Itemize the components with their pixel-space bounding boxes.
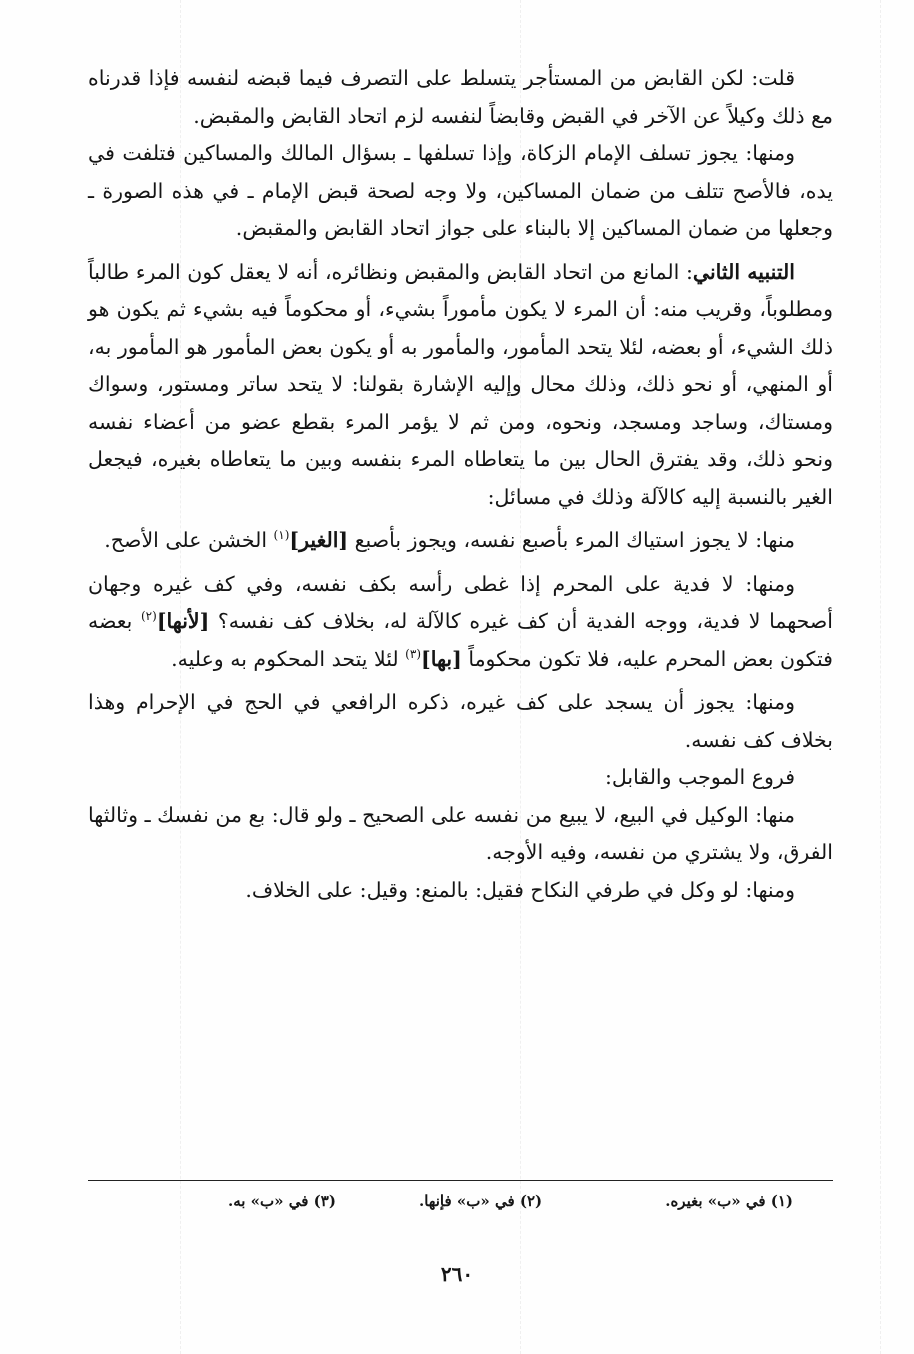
paragraph-p4 xyxy=(88,522,833,560)
footnotes xyxy=(88,1190,833,1212)
paragraph-p6 xyxy=(88,684,833,759)
footnote-marker: (١) xyxy=(273,528,290,543)
footnote-marker: (٢) xyxy=(140,609,157,624)
text-span: فروع الموجب والقابل: xyxy=(604,765,795,789)
text-span: ومنها: يجوز تسلف الإمام الزكاة، وإذا تسلفها ـ بسؤال المالك والمساكين فتلفت في يده، فالأصح تتلف من ضمان المساكين، ولا وجه لصحة قبض الإمام ـ في هذه الصورة ـ وجعلها من ضمان المساكين إلا بالبناء على جواز اتحاد القابض والمقبض. xyxy=(88,141,833,240)
text-span: منها: الوكيل في البيع، لا يبيع من نفسه على الصحيح ـ ولو قال: بع من نفسك ـ وثالثها الفرق، ولا يشتري من نفسه، وفيه الأوجه. xyxy=(88,802,833,864)
text-span: قلت: لكن القابض من المستأجر يتسلط على التصرف فيما قبضه لنفسه فإذا قدرناه مع ذلك وكيلاً عن الآخر في القبض وقابضاً لنفسه لزم اتحاد القابض والمقبض. xyxy=(88,66,833,128)
footnote-3: (٣) في «ب» به. xyxy=(228,1192,336,1210)
text-span: ومنها: يجوز أن يسجد على كف غيره، ذكره الرافعي في الحج في الإحرام وهذا بخلاف كف نفسه. xyxy=(88,690,833,752)
footnote-marker: (٣) xyxy=(405,646,421,661)
text-span: لئلا يتحد المحكوم به وعليه. xyxy=(171,646,406,671)
text-span: بعضه فتكون بعض المحرم عليه، فلا تكون محكوماً xyxy=(88,609,833,671)
text-span: : المانع من اتحاد القابض والمقبض ونظائره، أنه لا يعقل كون المرء طالباً ومطلوباً، وقريب منه: أن المرء لا يكون مأموراً بشيء، أو محكوماً فيه بشيء ثم يكون هو ذلك الشيء، أو بعضه، لئلا يتحد المأمور، والمأمور به أو يكون بعض المأمور هو المأمور به، أو المنهي، أو نحو ذلك، وذلك محال وإليه الإشارة بقولنا: لا يتحد ساتر ومستور، وسواك ومستاك، وساجد ومسجد، ونحوه، ومن ثم لا يؤمر المرء بقطع عضو من أعضاء نفسه ونحو ذلك، وقد يفترق الحال بين ما يتعاطاه المرء بنفسه وبين ما يتعاطاه بغيره، فيجعل الغير بالنسبة إليه كالآلة وذلك في مسائل: xyxy=(88,259,833,509)
page-body xyxy=(88,60,833,909)
paragraph-p9 xyxy=(88,872,833,910)
paragraph-p7 xyxy=(88,759,833,797)
footnote-2: (٢) في «ب» فإنها. xyxy=(419,1192,543,1210)
text-span: منها: لا يجوز استياك المرء بأصبع نفسه، ويجوز بأصبع xyxy=(348,528,795,552)
footnote-separator xyxy=(88,1180,833,1181)
paragraph-p2 xyxy=(88,135,833,248)
footnote-separator-inner xyxy=(473,1180,833,1181)
bold-span: [لأنها] xyxy=(156,609,210,633)
scan-line xyxy=(880,0,881,1354)
bold-span: [الغير] xyxy=(289,528,349,552)
paragraph-p8 xyxy=(88,797,833,872)
page-number: ٢٦٠ xyxy=(440,1262,474,1286)
paragraph-p1 xyxy=(88,60,833,135)
paragraph-p5 xyxy=(88,566,833,679)
bold-span: التنبيه الثاني xyxy=(692,259,795,284)
text-span: ومنها: لو وكل في طرفي النكاح فقيل: بالمنع: وقيل: على الخلاف. xyxy=(245,877,795,902)
paragraph-p3 xyxy=(88,254,833,517)
text-span: الخشن على الأصح. xyxy=(104,528,274,552)
footnote-1: (١) في «ب» بغيره. xyxy=(665,1192,793,1210)
bold-span: [بها] xyxy=(421,646,462,671)
text-span: ومنها: لا فدية على المحرم إذا غطى رأسه بكف نفسه، وفي كف غيره وجهان أصحهما لا فدية، ووجه الفدية أن كف غيره كالآلة له، بخلاف كف نفسه؟ xyxy=(88,571,833,633)
